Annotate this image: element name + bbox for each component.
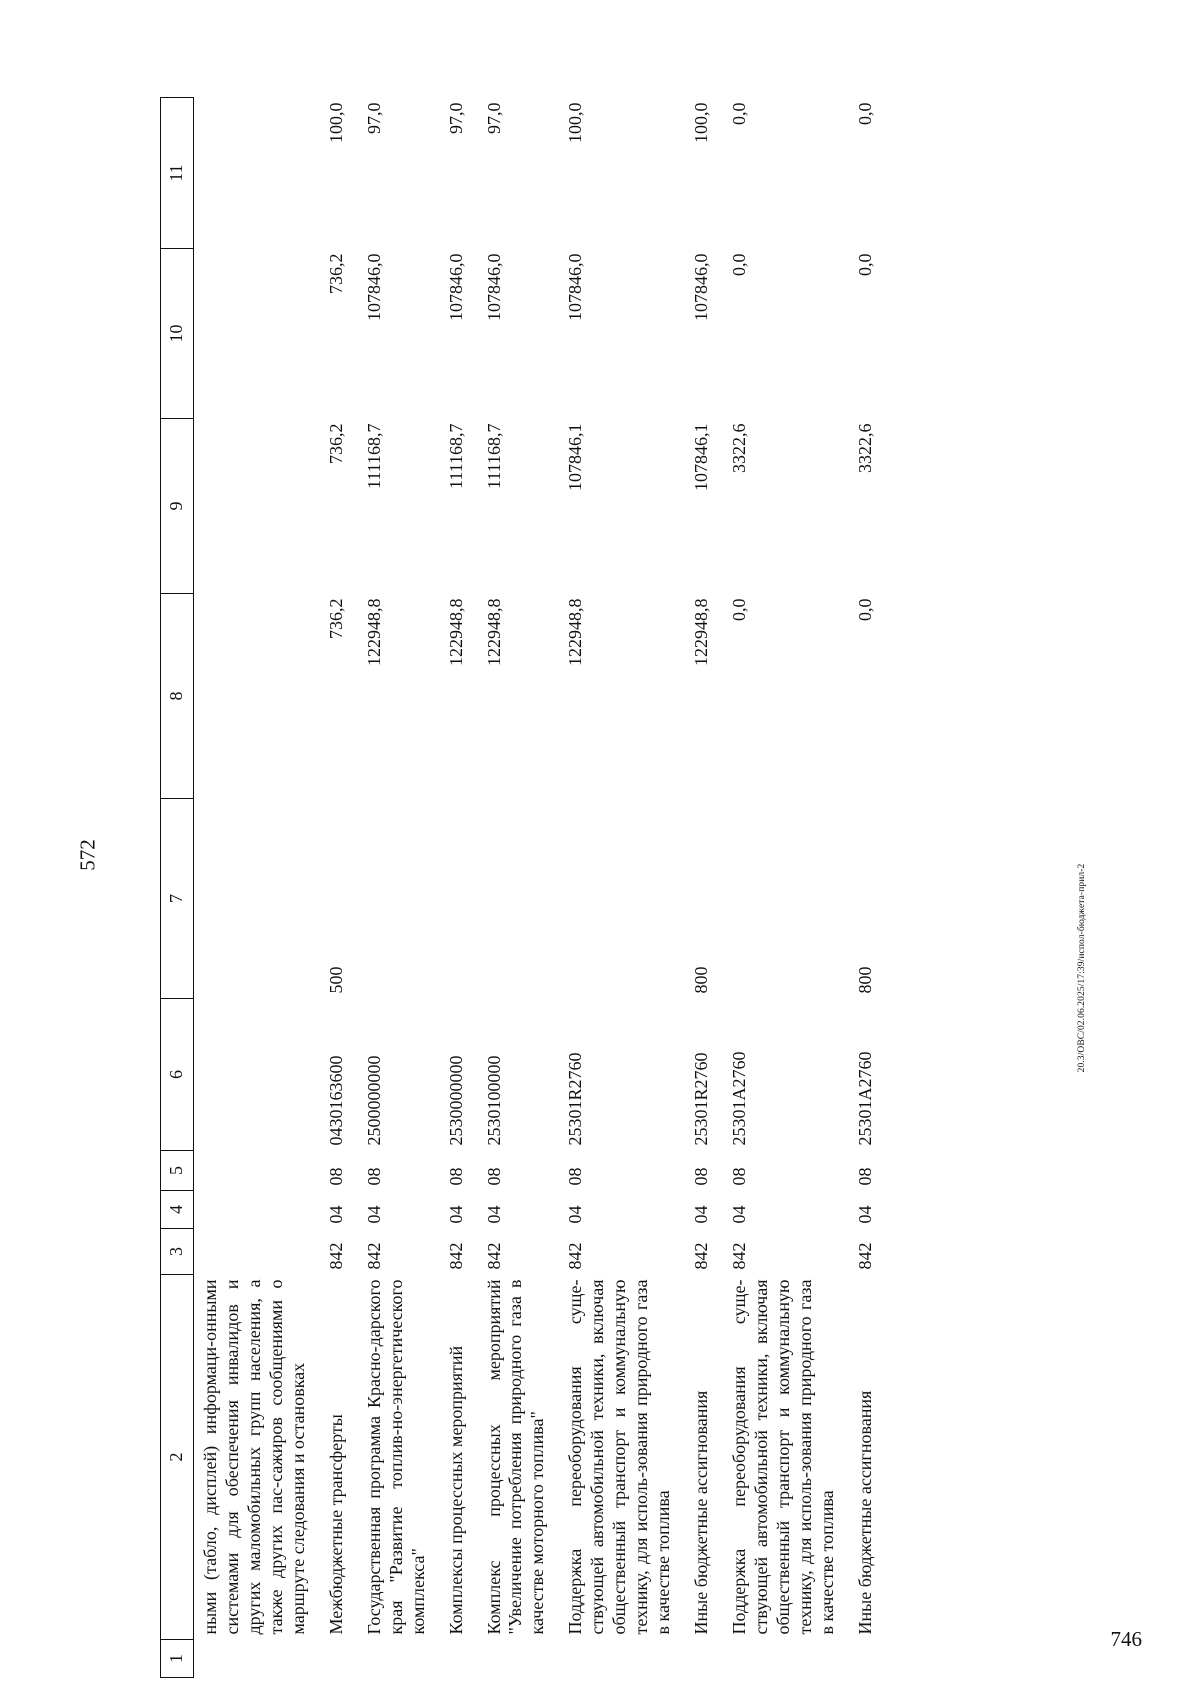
rotated-page-content — [160, 98, 1078, 1678]
header-cell-6: 6 — [161, 999, 194, 1151]
execution-percent-cell: 0,0 — [854, 102, 875, 125]
refined-amount-cell: 111168,7 — [363, 423, 384, 489]
approved-amount-cell: 122948,8 — [363, 598, 384, 666]
approved-amount-cell: 122948,8 — [691, 598, 712, 666]
header-cell-4: 4 — [161, 1191, 194, 1229]
subsection-code-cell: 08 — [483, 1167, 504, 1186]
row-number-cell — [358, 1640, 440, 1678]
target-article-cell: 25301R2760 — [565, 1052, 586, 1146]
executed-amount-cell: 107846,0 — [691, 253, 712, 321]
subsection-code-cell: 08 — [729, 1167, 750, 1186]
header-cell-1: 1 — [161, 1640, 194, 1678]
execution-percent-cell: 97,0 — [363, 102, 384, 134]
section-code-cell — [194, 1191, 320, 1229]
row-number-cell — [723, 1640, 849, 1678]
execution-percent-cell: 100,0 — [325, 102, 346, 143]
executed-amount-cell: 736,2 — [325, 253, 346, 294]
ministry-code-cell — [194, 1229, 320, 1275]
row-number-cell — [849, 1640, 887, 1678]
ministry-code-cell: 842 — [483, 1242, 504, 1270]
executed-amount-cell: 107846,0 — [565, 253, 586, 321]
target-article-cell — [194, 999, 320, 1151]
executed-amount-cell: 0,0 — [729, 253, 750, 276]
row-name-cell: Комплекс процессных мероприятий "Увеличение потребления природного газа в качестве моторного топлива" — [483, 1279, 548, 1635]
header-cell-2: 2 — [161, 1275, 194, 1640]
refined-amount-cell: 3322,6 — [854, 423, 875, 473]
executed-amount-cell: 107846,0 — [483, 253, 504, 321]
table-row — [723, 98, 849, 1678]
header-cell-8: 8 — [161, 594, 194, 799]
expense-type-cell: 500 — [325, 966, 346, 994]
target-article-cell: 2530100000 — [483, 1055, 504, 1146]
refined-amount-cell — [194, 419, 320, 594]
execution-percent-cell: 100,0 — [691, 102, 712, 143]
document-stamp: 20.3/ОВС/02.06.2025/17:39/испол-бюджета-прил-2 — [1077, 863, 1087, 1073]
target-article-cell: 25301R2760 — [691, 1052, 712, 1146]
execution-percent-cell: 100,0 — [565, 102, 586, 143]
execution-percent-cell: 0,0 — [729, 102, 750, 125]
row-number-cell — [559, 1640, 685, 1678]
expense-type-cell — [559, 799, 685, 999]
approved-amount-cell: 0,0 — [854, 598, 875, 621]
refined-amount-cell: 107846,1 — [565, 423, 586, 491]
subsection-code-cell: 08 — [363, 1167, 384, 1186]
sheet-number: 746 — [1110, 1627, 1142, 1651]
execution-percent-cell: 97,0 — [445, 102, 466, 134]
refined-amount-cell: 111168,7 — [483, 423, 504, 489]
row-name-cell: Государственная программа Красно-дарского края "Развитие топлив-но-энергетического комплекса" — [363, 1279, 428, 1635]
section-code-cell: 04 — [363, 1205, 384, 1224]
table-body — [161, 98, 887, 1678]
expense-type-cell — [440, 799, 478, 999]
target-article-cell: 25301A2760 — [729, 1051, 750, 1146]
execution-percent-cell: 97,0 — [483, 102, 504, 134]
page-number: 572 — [75, 839, 100, 871]
section-code-cell: 04 — [565, 1205, 586, 1224]
approved-amount-cell: 0,0 — [729, 598, 750, 621]
executed-amount-cell: 0,0 — [854, 253, 875, 276]
row-number-cell — [194, 1640, 320, 1678]
row-number-cell — [320, 1640, 358, 1678]
expense-type-cell — [723, 799, 849, 999]
ministry-code-cell: 842 — [363, 1242, 384, 1270]
section-code-cell: 04 — [325, 1205, 346, 1224]
approved-amount-cell — [194, 594, 320, 799]
ministry-code-cell: 842 — [729, 1242, 750, 1270]
expense-type-cell: 800 — [691, 966, 712, 994]
table-row — [478, 98, 560, 1678]
executed-amount-cell — [194, 249, 320, 419]
approved-amount-cell: 122948,8 — [445, 598, 466, 666]
row-number-cell — [478, 1640, 560, 1678]
expense-type-cell — [194, 799, 320, 999]
target-article-cell: 2500000000 — [363, 1055, 384, 1146]
refined-amount-cell: 111168,7 — [445, 423, 466, 489]
refined-amount-cell: 107846,1 — [691, 423, 712, 491]
expense-type-cell — [478, 799, 560, 999]
section-code-cell: 04 — [729, 1205, 750, 1224]
ministry-code-cell: 842 — [325, 1242, 346, 1270]
table-row — [685, 98, 723, 1678]
target-article-cell: 2530000000 — [445, 1055, 466, 1146]
subsection-code-cell: 08 — [325, 1167, 346, 1186]
refined-amount-cell: 3322,6 — [729, 423, 750, 473]
row-name-cell: Поддержка переоборудования суще-ствующей автомобильной техники, включая общественный транспорт и коммунальную технику, для исполь-зования природного газа в качестве топлива — [729, 1279, 837, 1635]
executed-amount-cell: 107846,0 — [445, 253, 466, 321]
row-name-cell: Комплексы процессных мероприятий — [445, 1345, 466, 1635]
header-cell-7: 7 — [161, 799, 194, 999]
row-name-cell: Поддержка переоборудования суще-ствующей автомобильной техники, включая общественный транспорт и коммунальную технику, для исполь-зования природного газа в качестве топлива — [565, 1279, 674, 1635]
target-article-cell: 0430163600 — [325, 1055, 346, 1146]
table-row — [320, 98, 358, 1678]
header-cell-9: 9 — [161, 419, 194, 594]
expense-type-cell: 800 — [854, 966, 875, 994]
section-code-cell: 04 — [691, 1205, 712, 1224]
row-name-cell: Иные бюджетные ассигнования — [691, 1390, 712, 1635]
header-cell-3: 3 — [161, 1229, 194, 1275]
row-name-cell: Межбюджетные трансферты — [325, 1414, 346, 1635]
subsection-code-cell: 08 — [854, 1167, 875, 1186]
table-row — [440, 98, 478, 1678]
approved-amount-cell: 122948,8 — [483, 598, 504, 666]
execution-percent-cell — [194, 98, 320, 249]
header-cell-10: 10 — [161, 249, 194, 419]
expense-type-cell — [358, 799, 440, 999]
table-row — [559, 98, 685, 1678]
row-name-cell: ными (табло, дисплей) информаци-онными системами для обеспечения инвалидов и других маломобильных групп населения, а также других пас-сажиров сообщениями о маршруте следования и остановках — [200, 1279, 308, 1635]
refined-amount-cell: 736,2 — [325, 423, 346, 464]
row-number-cell — [685, 1640, 723, 1678]
ministry-code-cell: 842 — [691, 1242, 712, 1270]
row-name-cell: Иные бюджетные ассигнования — [854, 1390, 875, 1635]
target-article-cell: 25301A2760 — [854, 1051, 875, 1146]
subsection-code-cell: 08 — [445, 1167, 466, 1186]
section-code-cell: 04 — [854, 1205, 875, 1224]
approved-amount-cell: 122948,8 — [565, 598, 586, 666]
row-number-cell — [440, 1640, 478, 1678]
subsection-code-cell: 08 — [691, 1167, 712, 1186]
approved-amount-cell: 736,2 — [325, 598, 346, 639]
section-code-cell: 04 — [445, 1205, 466, 1224]
ministry-code-cell: 842 — [565, 1242, 586, 1270]
budget-table — [160, 97, 887, 1678]
header-cell-5: 5 — [161, 1151, 194, 1191]
table-row — [358, 98, 440, 1678]
ministry-code-cell: 842 — [445, 1242, 466, 1270]
table-row — [849, 98, 887, 1678]
header-row — [161, 98, 194, 1678]
header-cell-11: 11 — [161, 98, 194, 249]
executed-amount-cell: 107846,0 — [363, 253, 384, 321]
subsection-code-cell: 08 — [565, 1167, 586, 1186]
ministry-code-cell: 842 — [854, 1242, 875, 1270]
section-code-cell: 04 — [483, 1205, 504, 1224]
subsection-code-cell — [194, 1151, 320, 1191]
table-row — [194, 98, 320, 1678]
